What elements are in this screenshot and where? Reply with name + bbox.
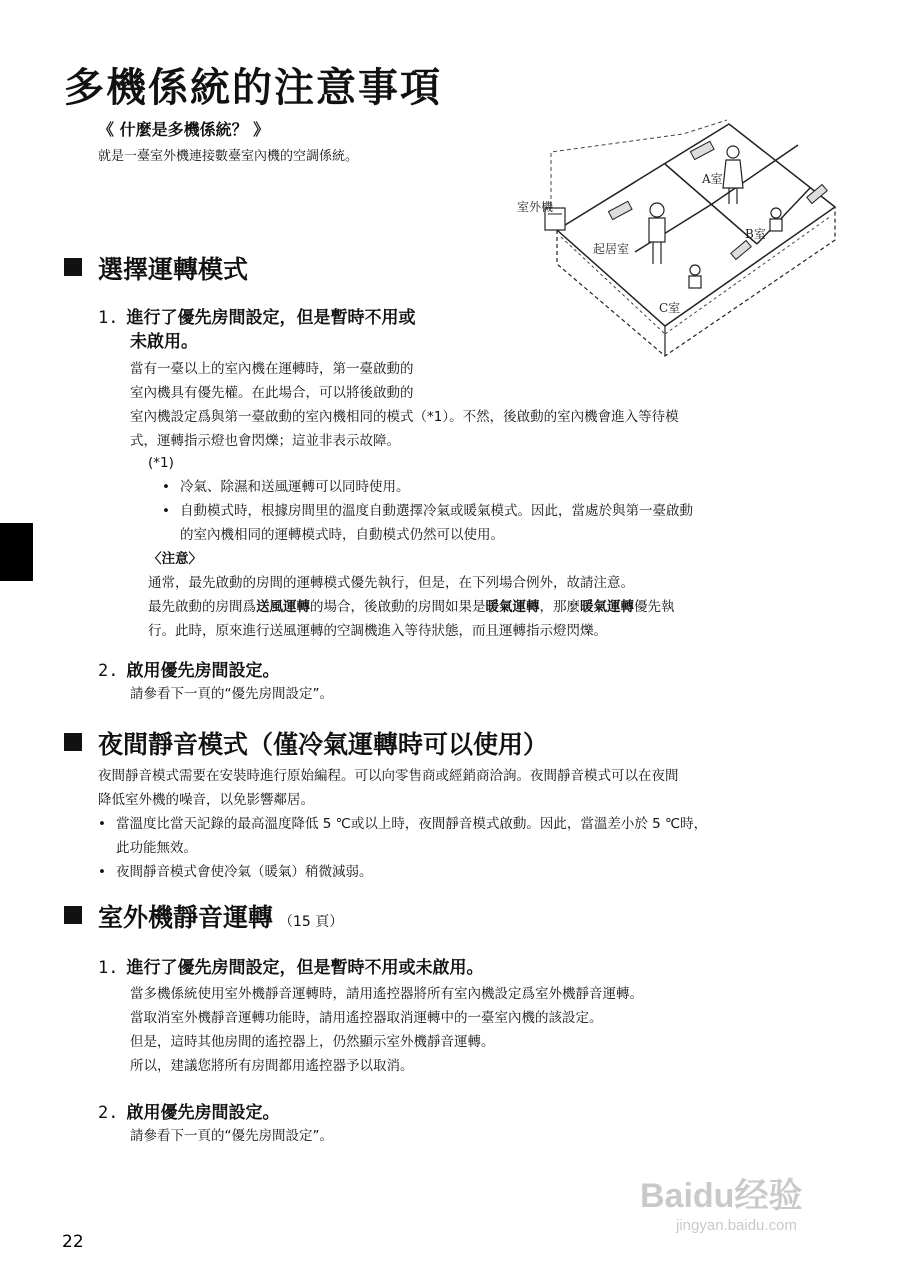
footnote-block: (*1) • 冷氣、除濕和送風運轉可以同時使用。 • 自動模式時，根據房間里的溫度自動選擇冷氣或暖氣模式。因此，當處於與第一臺啟動 的室內機相同的運轉模式時，自動模式仍然可以使用。 [148,451,848,547]
caution-block: 〈注意〉 通常，最先啟動的房間的運轉模式優先執行，但是，在下列場合例外，故請注意。 最先啟動的房間爲送風運轉的場合，後啟動的房間如果是暖氣運轉，那麼暖氣運轉優先執 行。此時，原來進行送風運轉的空調機進入等待狀態，而且運轉指示燈閃爍。 [148,547,848,643]
list-item: • 當溫度比當天記錄的最高溫度降低 5 ℃或以上時，夜間靜音模式啟動。因此，當溫差小於 5 ℃時， [98,812,858,836]
section-heading-mode-selection: 選擇運轉模式 [64,250,248,286]
list-item: • 冷氣、除濕和送風運轉可以同時使用。 [162,475,848,499]
definition-text: 就是一臺室外機連接數臺室內機的空調係統。 [98,149,359,164]
watermark-url: jingyan.baidu.com [676,1217,797,1234]
item-body: 當有一臺以上的室內機在運轉時，第一臺啟動的 室內機具有優先權。在此場合，可以將後啟動的 室內機設定爲與第一臺啟動的室內機相同的模式（*1）。不然，後啟動的室內機會進入等待模 式，運轉指示燈也會閃爍；這並非表示故障。 [130,361,679,449]
square-bullet-icon [64,906,82,924]
room-a-label: A室 [702,172,723,186]
room-b-label: B室 [745,227,766,241]
section-heading-outdoor-quiet: 室外機靜音運轉 （15 頁） [64,898,343,934]
section-heading-night-quiet: 夜間靜音模式（僅冷氣運轉時可以使用） [64,725,548,761]
section-tab-marker [0,523,33,581]
baidu-watermark [640,1168,802,1234]
item-body: 當多機係統使用室外機靜音運轉時，請用遙控器將所有室內機設定爲室外機靜音運轉。 當取消室外機靜音運轉功能時，請用遙控器取消運轉中的一臺室內機的該設定。 但是，這時其他房間的遙控器上，仍然顯示室外機靜音運轉。 所以，建議您將所有房間都用遙控器予以取消。 [130,986,643,1074]
square-bullet-icon [64,258,82,276]
item-body: 請參看下一頁的“優先房間設定”。 [130,1128,333,1144]
page-number: 22 [62,1232,84,1252]
item-heading: 2. 啟用優先房間設定。 [98,1103,280,1123]
list-item: • 夜間靜音模式會使冷氣（暖氣）稍微減弱。 [98,860,858,884]
list-item: • 自動模式時，根據房間里的溫度自動選擇冷氣或暖氣模式。因此，當處於與第一臺啟動 [162,499,848,523]
page-title: 多機係統的注意事項 [64,65,442,111]
multi-room-diagram [505,112,850,357]
outdoor-unit-label: 室外機 [517,200,554,214]
living-room-label: 起居室 [593,242,630,256]
item-body: 請參看下一頁的“優先房間設定”。 [130,686,333,702]
room-c-label: C室 [659,301,681,315]
caution-heading: 〈注意〉 [148,551,202,567]
item-heading-cont: 未啟用。 [130,332,198,352]
item-heading: 1. 進行了優先房間設定，但是暫時不用或 [98,308,416,328]
item-heading: 1. 進行了優先房間設定，但是暫時不用或未啟用。 [98,958,484,978]
page-reference: （15 頁） [279,914,344,930]
square-bullet-icon [64,733,82,751]
item-heading: 2. 啟用優先房間設定。 [98,661,280,681]
section-body: 夜間靜音模式需要在安裝時進行原始編程。可以向零售商或經銷商洽詢。夜間靜音模式可以在夜間 降低室外機的噪音，以免影響鄰居。 • 當溫度比當天記錄的最高溫度降低 5 ℃或以上時，夜間靜音模式啟動。因此，當溫差小於 5 ℃時， 此功能無效。 • 夜間靜音模式會使冷氣（暖氣）稍微減弱。 [98,764,858,884]
watermark-logo: Baidu经验 [640,1177,803,1215]
what-is-heading: 《 什麼是多機係統？ 》 [98,120,270,139]
